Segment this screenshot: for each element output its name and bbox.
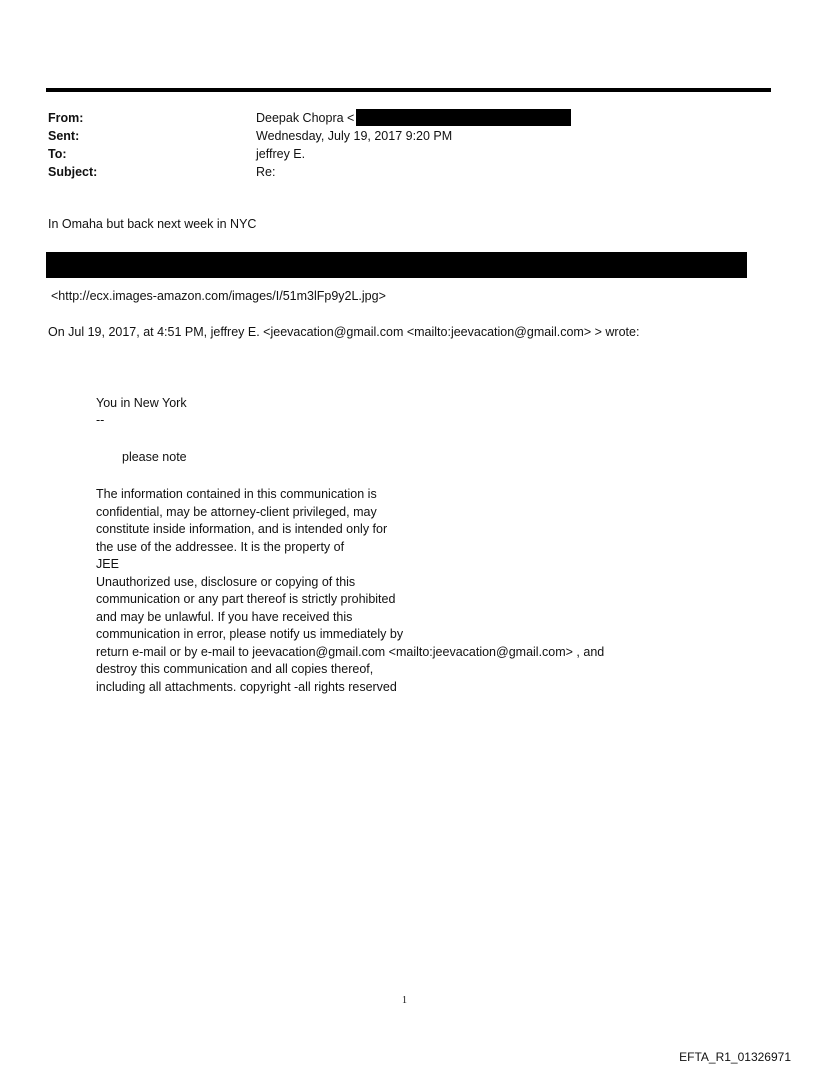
from-label: From: (48, 111, 84, 125)
from-value (256, 109, 571, 127)
disclaimer-line: and may be unlawful. If you have received this (96, 609, 353, 624)
page-number: 1 (402, 995, 407, 1006)
disclaimer-line: Unauthorized use, disclosure or copying of this (96, 574, 356, 589)
disclaimer-line: destroy this communication and all copies thereof, (96, 662, 374, 676)
redaction-box (356, 109, 571, 126)
signature-separator: -- (96, 413, 105, 427)
disclaimer-line: communication or any part thereof is strictly prohibited (96, 592, 396, 606)
disclaimer-line: JEE (96, 557, 119, 571)
subject-value: Re: (256, 165, 276, 179)
redaction-block (46, 252, 747, 278)
document-id: EFTA_R1_01326971 (679, 1050, 791, 1064)
from-name: Deepak Chopra < (256, 111, 355, 125)
header-rule (46, 88, 771, 92)
disclaimer-line: confidential, may be attorney-client privileged, may (96, 504, 377, 519)
disclaimer-line: the use of the addressee. It is the property of (96, 539, 345, 554)
sent-value: Wednesday, July 19, 2017 9:20 PM (256, 129, 453, 143)
to-label: To: (48, 147, 67, 161)
disclaimer-line: communication in error, please notify us immediately by (96, 627, 404, 641)
image-link: <http://ecx.images-amazon.com/images/I/51m3lFp9y2L.jpg> (51, 289, 386, 303)
disclaimer-line: including all attachments. copyright -all rights reserved (96, 679, 397, 694)
subject-label: Subject: (48, 165, 98, 179)
sent-label: Sent: (48, 129, 80, 143)
disclaimer (96, 486, 604, 696)
quoted-line: You in New York (96, 396, 187, 410)
disclaimer-line: The information contained in this communication is (96, 487, 377, 501)
reply-text: In Omaha but back next week in NYC (48, 217, 257, 231)
disclaimer-line: constitute inside information, and is intended only for (96, 522, 388, 536)
wrote-line: On Jul 19, 2017, at 4:51 PM, jeffrey E. <jeevacation@gmail.com <mailto:jeevacation@gmail.com> > wrote: (48, 325, 640, 339)
disclaimer-line: return e-mail or by e-mail to jeevacation@gmail.com <mailto:jeevacation@gmail.com> , and (96, 644, 605, 659)
please-note: please note (122, 450, 187, 464)
to-value: jeffrey E. (256, 147, 306, 161)
